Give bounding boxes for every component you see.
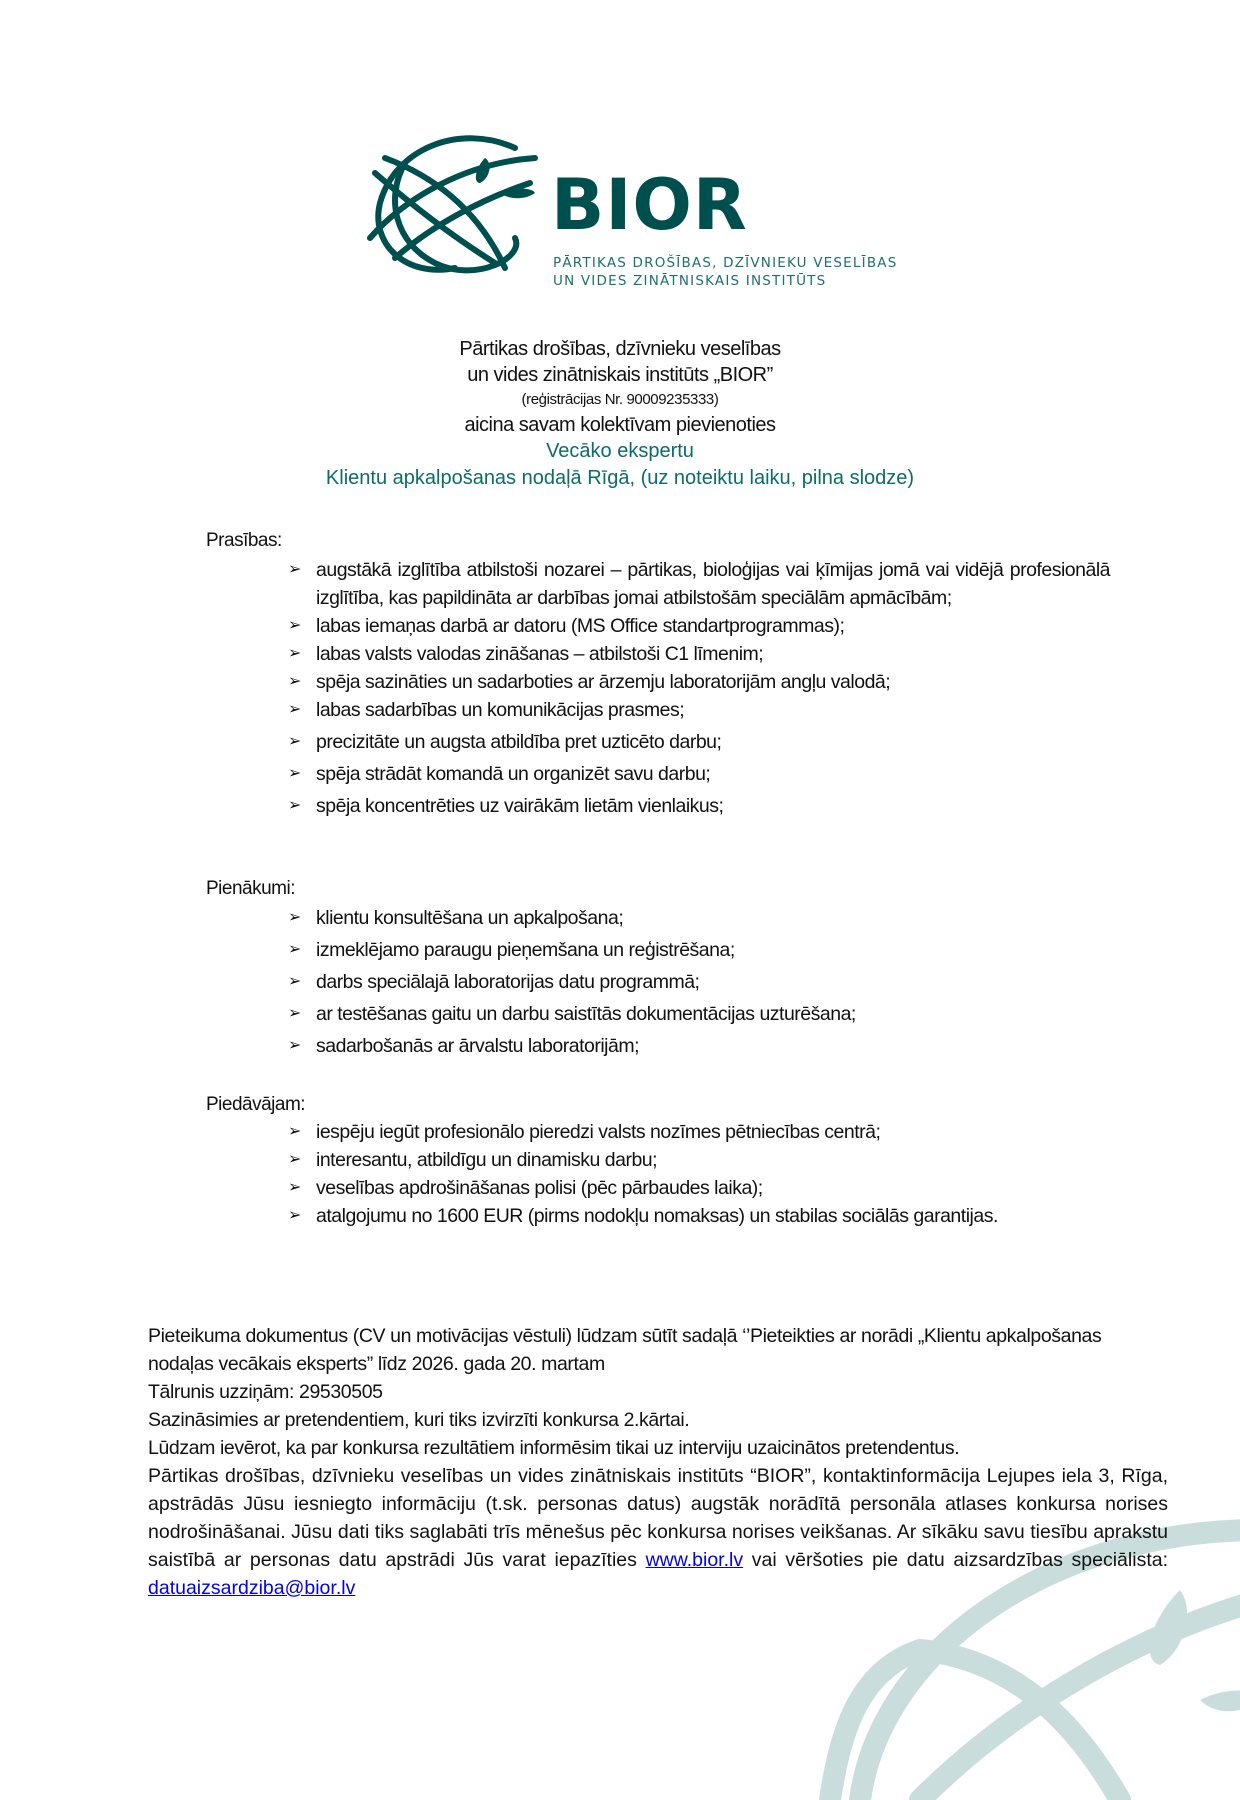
contact-next-round: Sazināsimies ar pretendentiem, kuri tiks izvirzīti konkursa 2.kārtai. (148, 1409, 690, 1431)
arrow-bullet-icon: ➢ (288, 1037, 301, 1054)
arrow-bullet-icon: ➢ (288, 617, 301, 634)
email-link[interactable]: datuaizsardziba@bior.lv (148, 1577, 356, 1599)
list-item: ➢ labas iemaņas darbā ar datoru (MS Office standartprogrammas); (288, 612, 1110, 640)
department-info: Klientu apkalpošanas nodaļā Rīgā, (uz noteiktu laiku, pilna slodze) (325, 467, 915, 489)
website-link[interactable]: www.bior.lv (645, 1549, 744, 1571)
registration-number: (reģistrācijas Nr. 90009235333) (521, 391, 719, 408)
list-item: ➢ sadarbošanās ar ārvalstu laboratorijām; (288, 1030, 1110, 1062)
arrow-bullet-icon: ➢ (288, 909, 301, 926)
invitation-text: aicina savam kolektīvam pievienoties (464, 414, 776, 436)
requirements-list (206, 556, 1110, 820)
list-item: ➢ spēja strādāt komandā un organizēt savu darbu; (288, 760, 1110, 788)
posting-header (0, 336, 1240, 492)
offers-list (206, 1118, 1110, 1230)
logo-subtitle (553, 254, 897, 290)
arrow-bullet-icon: ➢ (288, 797, 301, 814)
list-item: ➢ precizitāte un augsta atbildība pret uzticēto darbu; (288, 728, 1110, 756)
list-item: ➢ darbs speciālajā laboratorijas datu programmā; (288, 966, 1110, 998)
phone-info: Tālrunis uzziņām: 29530505 (148, 1381, 383, 1403)
list-item: ➢ iespēju iegūt profesionālo pieredzi valsts nozīmes pētniecības centrā; (288, 1118, 1110, 1146)
offers-section (206, 1092, 1110, 1230)
arrow-bullet-icon: ➢ (288, 1123, 301, 1140)
apply-instructions: Pieteikuma dokumentus (CV un motivācijas vēstuli) lūdzam sūtīt sadaļā ‘’Pieteikties ar norādi „Klientu apkalpošanas nodaļas vecākais eksperts” līdz 2026. gada 20. martam (148, 1325, 1102, 1375)
list-item: ➢ labas valsts valodas zināšanas – atbilstoši C1 līmenim; (288, 640, 1110, 668)
list-item: ➢ spēja koncentrēties uz vairākām lietām vienlaikus; (288, 792, 1110, 820)
offers-title: Piedāvājam: (206, 1094, 306, 1115)
arrow-bullet-icon: ➢ (288, 1005, 301, 1022)
list-item: ➢ izmeklējamo paraugu pieņemšana un reģistrēšana; (288, 934, 1110, 966)
arrow-bullet-icon: ➢ (288, 1151, 301, 1168)
bior-logo (365, 128, 905, 298)
duties-list (206, 902, 1110, 1062)
list-item: ➢ augstākā izglītība atbilstoši nozarei – pārtikas, bioloģijas vai ķīmijas jomā vai vidējā profesionālā izglītība, kas papildināta ar darbības jomai atbilstošām speciālām apmācībām; (288, 556, 1110, 612)
privacy-notice: Pārtikas drošības, dzīvnieku veselības un vides zinātniskais institūts “BIOR”, kontaktinformācija Lejupes iela 3, Rīga, apstrādās Jūsu iesniegto informāciju (t.sk. personas datus) augstāk norādītā personāla atlases konkursa norises nodrošināšanai. Jūsu dati tiks saglabāti trīs mēnešus pēc konkursa norises veikšanas. Ar sīkāku savu tiesību aprakstu saistībā ar personas datu apstrādi Jūs varat iepazīties www.bior.lv vai vēršoties pie datu aizsardzības speciālista: datuaizsardziba@bior.lv (148, 1465, 1168, 1599)
org-name-line-2: un vides zinātniskais institūts „BIOR” (467, 364, 773, 386)
arrow-bullet-icon: ➢ (288, 1179, 301, 1196)
list-item: ➢ ar testēšanas gaitu un darbu saistītās dokumentācijas uzturēšana; (288, 998, 1110, 1030)
list-item: ➢ veselības apdrošināšanas polisi (pēc pārbaudes laika); (288, 1174, 1110, 1202)
arrow-bullet-icon: ➢ (288, 733, 301, 750)
org-name-line-1: Pārtikas drošības, dzīvnieku veselības (459, 338, 781, 360)
arrow-bullet-icon: ➢ (288, 941, 301, 958)
duties-title: Pienākumi: (206, 878, 295, 899)
duties-section (206, 876, 1110, 1062)
list-item: ➢ spēja sazināties un sadarboties ar ārzemju laboratorijām angļu valodā; (288, 668, 1110, 696)
arrow-bullet-icon: ➢ (288, 561, 301, 578)
position-title: Vecāko ekspertu (546, 440, 694, 462)
application-info (148, 1322, 1168, 1602)
arrow-bullet-icon: ➢ (288, 765, 301, 782)
arrow-bullet-icon: ➢ (288, 701, 301, 718)
logo-subtitle-line-2: UN VIDES ZINĀTNISKAIS INSTITŪTS (553, 273, 827, 289)
list-item: ➢ labas sadarbības un komunikācijas prasmes; (288, 696, 1110, 724)
requirements-section (206, 528, 1110, 820)
requirements-title: Prasības: (206, 530, 282, 551)
globe-leaf-icon (365, 128, 545, 283)
list-item: ➢ atalgojumu no 1600 EUR (pirms nodokļu nomaksas) un stabilas sociālās garantijas. (288, 1202, 1110, 1230)
logo-wordmark: BIOR (551, 164, 748, 246)
list-item: ➢ interesantu, atbildīgu un dinamisku darbu; (288, 1146, 1110, 1174)
arrow-bullet-icon: ➢ (288, 1207, 301, 1224)
logo-subtitle-line-1: PĀRTIKAS DROŠĪBAS, DZĪVNIEKU VESELĪBAS (553, 255, 898, 271)
arrow-bullet-icon: ➢ (288, 973, 301, 990)
arrow-bullet-icon: ➢ (288, 645, 301, 662)
list-item: ➢ klientu konsultēšana un apkalpošana; (288, 902, 1110, 934)
arrow-bullet-icon: ➢ (288, 673, 301, 690)
results-notice: Lūdzam ievērot, ka par konkursa rezultātiem informēsim tikai uz interviju uzaicinātos pretendentus. (148, 1437, 960, 1459)
